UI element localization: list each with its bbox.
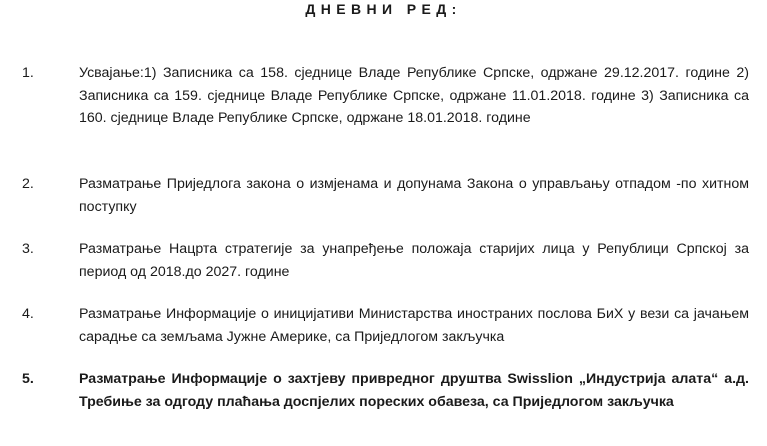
agenda-item-text: Разматрање Информације о захтјеву привредног друштва Swisslion „Индустрија алата“ а.д. Требиње за одгоду плаћања доспјелих пореских обавеза, са Приједлогом закључка	[79, 371, 749, 410]
agenda-item-number: 3.	[22, 241, 34, 257]
agenda-item-text: Разматрање Информације о иницијативи Министарства иностраних послова БиХ у вези са јачањем сарадње са земљама Јужне Америке, са Приједлогом закључка	[79, 306, 749, 345]
agenda-item-text: Разматрање Нацрта стратегије за унапређење положаја старијих лица у Републици Српској за период од 2018.до 2027. године	[79, 241, 749, 280]
agenda-title: ДНЕВНИ РЕД:	[305, 1, 462, 17]
agenda-item-text: Разматрање Приједлога закона о измјенама и допунама Закона о управљању отпадом -по хитном поступку	[79, 176, 749, 215]
agenda-item-number: 1.	[22, 65, 34, 81]
agenda-item-number: 4.	[22, 306, 34, 322]
agenda-item-number: 5.	[22, 371, 34, 387]
agenda-item-text: Усвајање:1) Записника са 158. сједнице Владе Републике Српске, одржане 29.12.2017. године 2) Записника са 159. сједнице Владе Републике Српске, одржане 11.01.2018. године 3) Записника са 160. сједнице Владе Републике Српске, одржане 18.01.2018. године	[79, 65, 749, 127]
agenda-item-number: 2.	[22, 176, 34, 192]
